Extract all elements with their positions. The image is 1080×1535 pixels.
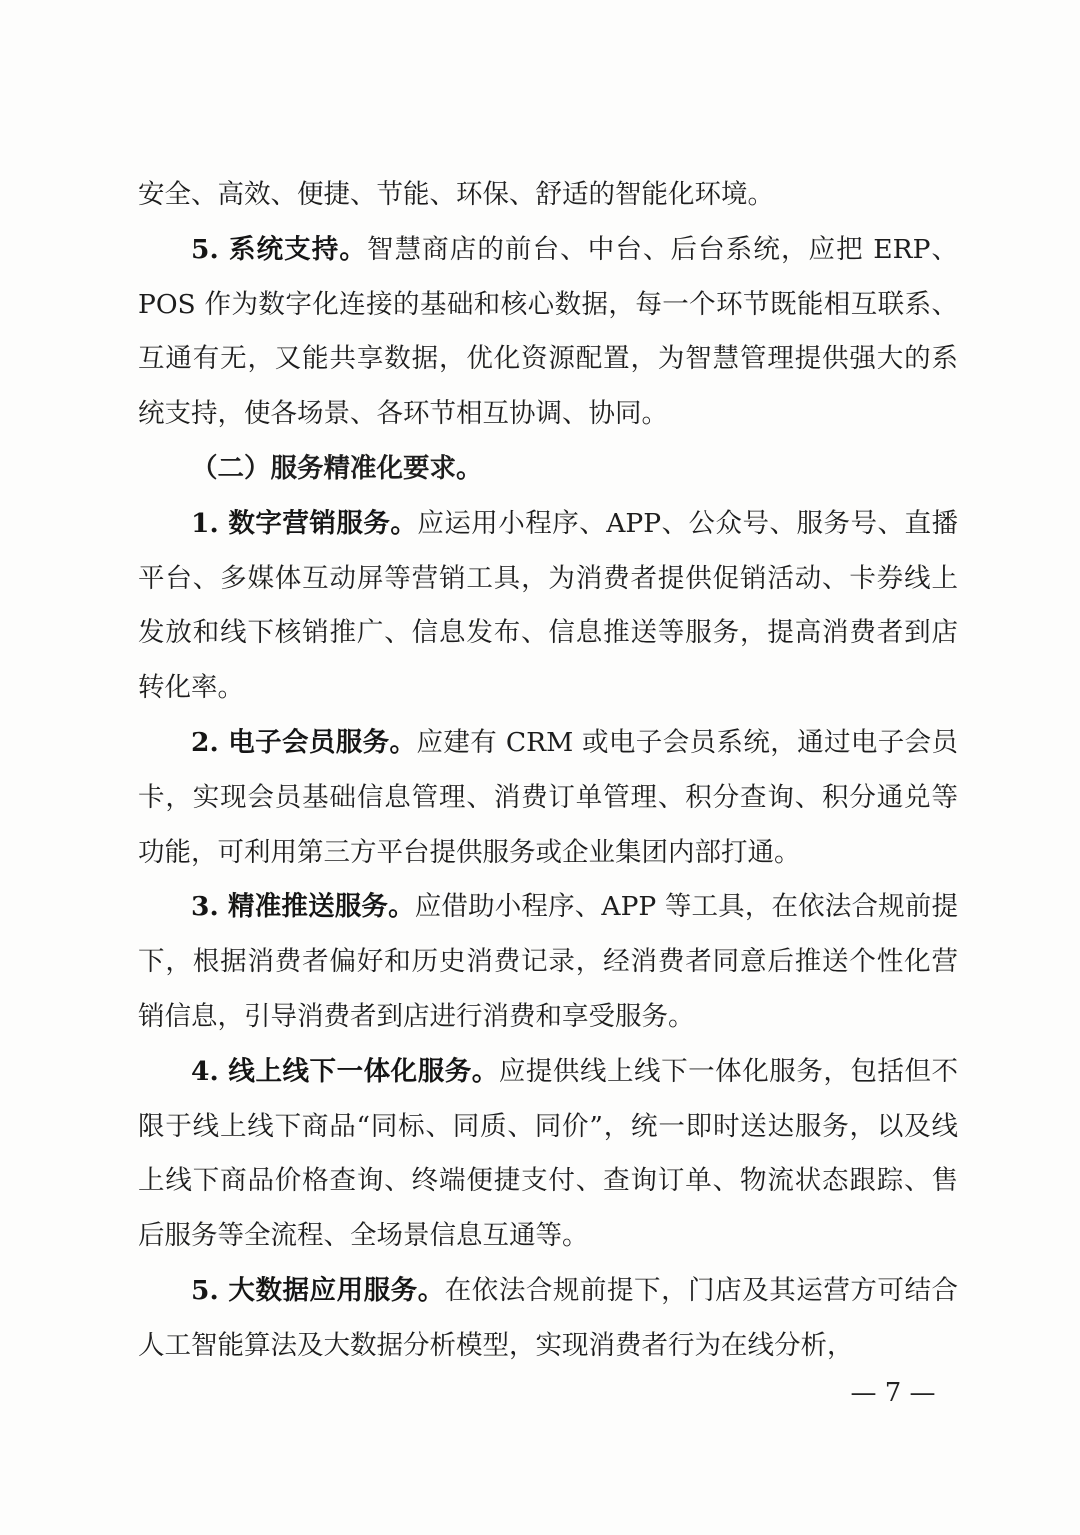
system-support-heading: 5. 系统支持。 [191, 233, 367, 265]
system-support-text: 智慧商店的前台、中台、后台系统，应把 ERP、POS 作为数字化连接的基础和核心数据，每一个环节既能相互联系、互通有无，又能共享数据，优化资源配置，为智慧管理提供强大的系统支持，使各场景、各环节相互协调、协同。 [138, 233, 958, 430]
item-text: 应提供线上线下一体化服务，包括但不限于线上线下商品“同标、同质、同价”，统一即时送达服务，以及线上线下商品价格查询、终端便捷支付、查询订单、物流状态跟踪、售后服务等全流程、全场景信息互通等。 [138, 1055, 959, 1252]
item-heading: 1. 数字营销服务。 [191, 507, 418, 539]
item-heading: 5. 大数据应用服务。 [191, 1274, 445, 1306]
list-item-precise-push [138, 880, 958, 1044]
item-heading: 2. 电子会员服务。 [191, 726, 417, 758]
continued-text: 安全、高效、便捷、节能、环保、舒适的智能化环境。 [138, 179, 774, 210]
item-text: 应建有 CRM 或电子会员系统，通过电子会员卡，实现会员基础信息管理、消费订单管理、积分查询、积分通兑等功能，可利用第三方平台提供服务或企业集团内部打通。 [138, 726, 958, 868]
item-text: 应运用小程序、APP、公众号、服务号、直播平台、多媒体互动屏等营销工具，为消费者提供促销活动、卡券线上发放和线下核销推广、信息发布、信息推送等服务，提高消费者到店转化率。 [138, 507, 958, 704]
list-item-big-data [138, 1264, 958, 1374]
section-heading: （二）服务精准化要求。 [191, 452, 483, 484]
item-text: 在依法合规前提下，门店及其运营方可结合人工智能算法及大数据分析模型，实现消费者行为在线分析， [138, 1274, 959, 1361]
item-heading: 3. 精准推送服务。 [191, 891, 415, 923]
continued-paragraph [138, 168, 958, 223]
list-item-e-membership [138, 716, 958, 880]
list-item-online-offline [138, 1045, 958, 1264]
system-support-paragraph [138, 223, 958, 442]
document-body [138, 168, 958, 1374]
item-heading: 4. 线上线下一体化服务。 [191, 1055, 499, 1087]
item-text: 应借助小程序、APP 等工具，在依法合规前提下，根据消费者偏好和历史消费记录，经消费者同意后推送个性化营销信息，引导消费者到店进行消费和享受服务。 [138, 891, 959, 1032]
page-number: — 7 — [850, 1378, 936, 1408]
list-item-digital-marketing [138, 497, 958, 716]
